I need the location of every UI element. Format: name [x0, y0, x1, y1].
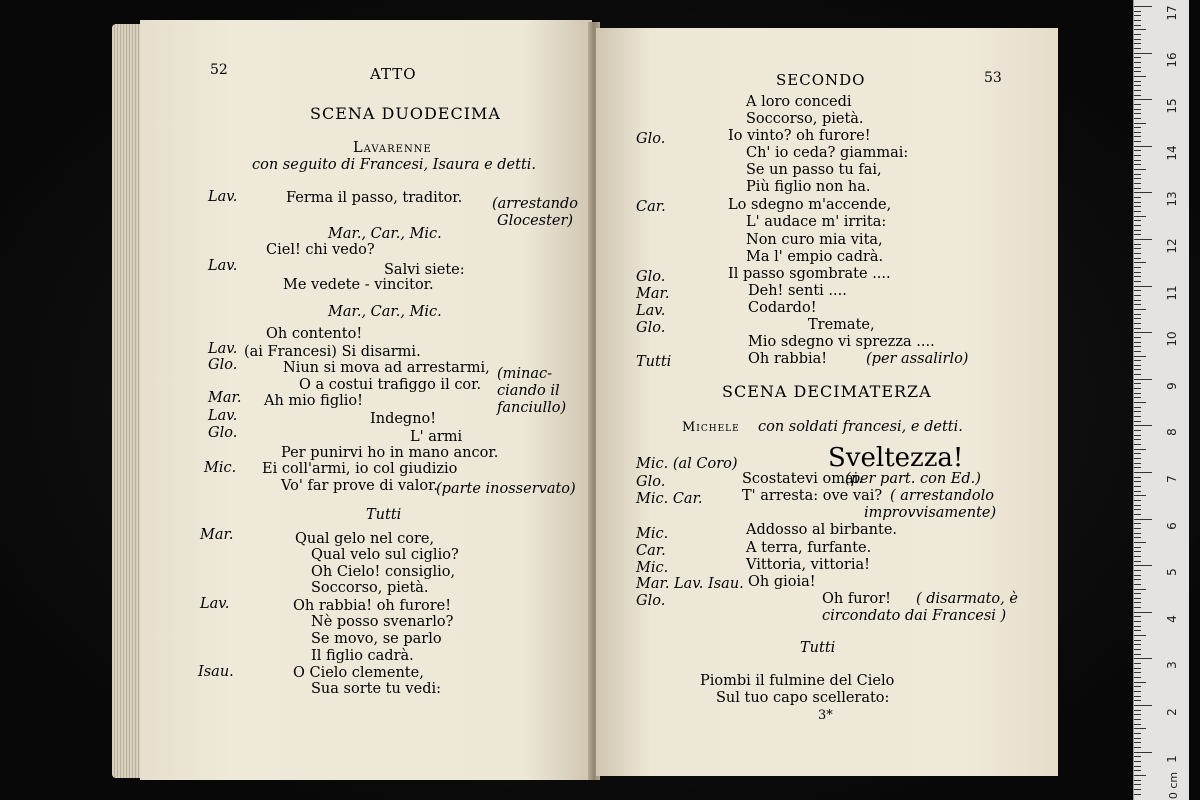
verse-line: Il figlio cadrà. [311, 648, 414, 664]
ruler-tick [1134, 43, 1141, 44]
ruler-tick [1134, 67, 1141, 68]
verse-line: Piombi il fulmine del Cielo [700, 673, 895, 689]
ruler-tick [1134, 584, 1141, 585]
ruler-tick [1134, 197, 1141, 198]
ruler-tick [1134, 700, 1141, 701]
verse-line: Nè posso svenarlo? [311, 614, 454, 630]
ruler-tick [1134, 272, 1141, 273]
ruler-tick [1134, 523, 1141, 524]
ruler-tick [1134, 677, 1141, 678]
stage-direction: (per assalirlo) [866, 351, 969, 367]
ruler-tick [1134, 724, 1141, 725]
ruler-tick [1134, 672, 1141, 673]
verse-line: Scostatevi omai. [742, 471, 863, 487]
ruler-tick [1134, 57, 1141, 58]
ruler-number: 8 [1165, 428, 1179, 437]
verse-line: Non curo mia vita, [746, 232, 883, 248]
ruler-tick [1134, 710, 1141, 711]
verse-line: A loro concedi [746, 94, 852, 110]
ruler-tick [1134, 99, 1152, 100]
verse-line: Oh furor! [822, 591, 891, 607]
ruler-tick [1134, 551, 1141, 552]
speaker: Mic. (al Coro) [636, 456, 738, 472]
verse-line: Qual velo sul ciglio? [311, 547, 459, 563]
ruler-tick [1134, 332, 1152, 333]
ruler-tick [1134, 728, 1146, 729]
ruler-tick [1134, 169, 1146, 170]
ruler-tick [1134, 374, 1141, 375]
stage-direction: (per part. con Ed.) [845, 471, 981, 487]
ruler-tick [1134, 342, 1141, 343]
ruler-number: 4 [1165, 614, 1179, 623]
ruler-tick [1134, 607, 1141, 608]
ruler-tick [1134, 244, 1141, 245]
ruler-tick [1134, 295, 1141, 296]
ruler-tick [1134, 369, 1141, 370]
ruler-tick [1134, 402, 1146, 403]
ruler-tick [1134, 635, 1146, 636]
page-number: 52 [210, 62, 228, 78]
ruler-unit-label: 0 cm [1167, 771, 1181, 800]
speaker: Glo. [636, 131, 666, 147]
ruler-tick [1134, 29, 1146, 30]
speaker: Mic. [636, 560, 669, 576]
ruler-tick [1134, 346, 1141, 347]
speaker: Mic. [636, 526, 669, 542]
ruler-tick [1134, 351, 1141, 352]
speaker: Mar. Lav. Isau. [636, 576, 744, 592]
ruler-tick [1134, 658, 1152, 659]
verse-line: Oh gioia! [748, 574, 816, 590]
ruler-tick [1134, 276, 1141, 277]
ruler-tick [1134, 775, 1146, 776]
speaker: Mar. [200, 527, 234, 543]
ruler-tick [1134, 39, 1141, 40]
ruler-tick [1134, 649, 1141, 650]
ruler-tick [1134, 290, 1141, 291]
ruler-tick [1134, 705, 1152, 706]
ruler-tick [1134, 481, 1141, 482]
ruler-tick [1134, 206, 1141, 207]
ruler-tick [1134, 598, 1141, 599]
ruler-tick [1134, 770, 1141, 771]
speaker: Lav. [208, 408, 238, 424]
verse-line: Sveltezza! [828, 443, 964, 473]
speaker: Glo. [636, 474, 666, 490]
ruler-tick [1134, 425, 1152, 426]
ruler-number: 15 [1165, 98, 1179, 114]
stage-direction: ciando il [497, 383, 560, 399]
verse-line: Sua sorte tu vedi: [311, 681, 441, 697]
ruler-tick [1134, 491, 1141, 492]
ruler-tick [1134, 719, 1141, 720]
ruler-number: 10 [1165, 331, 1179, 347]
ruler-tick [1134, 514, 1141, 515]
verse-line: Se movo, se parlo [311, 631, 442, 647]
ruler-tick [1134, 691, 1141, 692]
ruler-tick [1134, 239, 1152, 240]
verse-line: Qual gelo nel core, [295, 531, 435, 547]
ruler-tick [1134, 602, 1141, 603]
speaker: Glo. [208, 357, 238, 373]
verse-line: Oh contento! [266, 326, 363, 342]
ruler-tick [1134, 62, 1141, 63]
speaker: Mar. [636, 286, 670, 302]
scene-title: SCENA DECIMATERZA [722, 382, 932, 401]
ruler-tick [1134, 216, 1146, 217]
ruler-tick [1134, 109, 1141, 110]
ruler-number: 6 [1165, 521, 1179, 530]
ruler-tick [1134, 178, 1141, 179]
verse-line: Sul tuo capo scellerato: [716, 690, 890, 706]
ruler-tick [1134, 621, 1141, 622]
verse-line: Ei coll'armi, io col giudizio [262, 461, 458, 477]
ruler-tick [1134, 495, 1146, 496]
ruler-number: 3 [1165, 661, 1179, 670]
verse-line: Ferma il passo, traditor. [286, 190, 463, 206]
ruler-tick [1134, 356, 1146, 357]
ruler-tick [1134, 411, 1141, 412]
ruler-tick [1134, 234, 1141, 235]
ruler-tick [1134, 668, 1141, 669]
verse-line: O a costui trafiggo il cor. [299, 377, 482, 393]
speaker: Mic. [204, 460, 237, 476]
ruler-tick [1134, 127, 1141, 128]
speaker: Car. [636, 543, 666, 559]
page-number: 53 [984, 70, 1002, 86]
ruler-tick [1134, 113, 1141, 114]
ruler-number: 7 [1165, 475, 1179, 483]
verse-line: Se un passo tu fai, [746, 162, 882, 178]
ruler-tick [1134, 575, 1141, 576]
speaker: Car. [636, 199, 666, 215]
ruler-tick [1134, 164, 1141, 165]
ruler-tick [1134, 542, 1146, 543]
measuring-ruler [1133, 0, 1189, 800]
ruler-tick [1134, 537, 1141, 538]
ruler-tick [1134, 472, 1152, 473]
verse-line: Più figlio non ha. [746, 179, 871, 195]
stage-direction: (parte inosservato) [436, 481, 576, 497]
ruler-tick [1134, 407, 1141, 408]
stage-direction: ( disarmato, è [916, 591, 1018, 607]
stage-direction: improvvisamente) [864, 505, 997, 521]
ruler-tick [1134, 794, 1141, 795]
ruler-tick [1134, 663, 1141, 664]
ruler-tick [1134, 630, 1141, 631]
ruler-tick [1134, 225, 1141, 226]
ruler-tick [1134, 761, 1141, 762]
ruler-tick [1134, 453, 1141, 454]
verse-line: Deh! senti .... [748, 283, 847, 299]
ruler-tick [1134, 211, 1141, 212]
ruler-tick [1134, 784, 1141, 785]
ruler-tick [1134, 430, 1141, 431]
running-head: ATTO [370, 65, 417, 83]
speaker: Lav. [200, 596, 230, 612]
ruler-tick [1134, 76, 1146, 77]
ruler-tick [1134, 95, 1141, 96]
ruler-tick [1134, 561, 1141, 562]
ruler-tick [1134, 644, 1141, 645]
ruler-tick [1134, 733, 1141, 734]
ruler-tick [1134, 34, 1141, 35]
ruler-tick [1134, 509, 1141, 510]
ruler-tick [1134, 435, 1141, 436]
ruler-tick [1134, 328, 1141, 329]
ruler-tick [1134, 85, 1141, 86]
ruler-tick [1134, 53, 1152, 54]
cue: Tutti [800, 640, 836, 656]
ruler-tick [1134, 686, 1141, 687]
ruler-tick [1134, 337, 1141, 338]
verse-line: O Cielo clemente, [293, 665, 424, 681]
speaker: Glo. [636, 269, 666, 285]
ruler-tick [1134, 463, 1141, 464]
ruler-tick [1134, 132, 1141, 133]
ruler-tick [1134, 589, 1146, 590]
ruler-tick [1134, 15, 1141, 16]
verse-line: Salvi siete: [384, 262, 465, 278]
ruler-tick [1134, 616, 1141, 617]
ruler-tick [1134, 150, 1141, 151]
ruler-tick [1134, 421, 1141, 422]
verse-line: T' arresta: ove vai? [742, 488, 883, 504]
ruler-tick [1134, 90, 1141, 91]
ruler-tick [1134, 500, 1141, 501]
ruler-tick [1134, 81, 1141, 82]
ruler-tick [1134, 160, 1141, 161]
verse-line: Addosso al birbante. [746, 522, 898, 538]
verse-line: (ai Francesi) Si disarmi. [244, 344, 421, 360]
ruler-tick [1134, 682, 1146, 683]
verse-line: Soccorso, pietà. [311, 580, 429, 596]
ruler-tick [1134, 780, 1141, 781]
character-heading: Lavarenne [353, 140, 432, 156]
signature-mark: 3* [818, 708, 833, 723]
ruler-tick [1134, 565, 1152, 566]
ruler-tick [1134, 309, 1146, 310]
ruler-tick [1134, 556, 1141, 557]
cue: Mar., Car., Mic. [328, 226, 442, 242]
verse-line: Codardo! [748, 300, 817, 316]
ruler-tick [1134, 183, 1141, 184]
ruler-tick [1134, 626, 1141, 627]
speaker: Mic. Car. [636, 491, 703, 507]
ruler-tick [1134, 220, 1141, 221]
ruler-tick [1134, 248, 1141, 249]
ruler-tick [1134, 752, 1152, 753]
ruler-number: 9 [1165, 381, 1179, 390]
ruler-number: 16 [1165, 51, 1179, 68]
ruler-tick [1134, 579, 1141, 580]
ruler-number: 13 [1165, 191, 1179, 208]
verse-line: Vittoria, vittoria! [746, 557, 870, 573]
speaker: Lav. [208, 189, 238, 205]
speaker: Mar. [208, 390, 242, 406]
verse-line: Soccorso, pietà. [746, 111, 864, 127]
speaker: Lav. [208, 341, 238, 357]
stage-direction: Glocester) [497, 213, 574, 229]
ruler-tick [1134, 533, 1141, 534]
speaker: Glo. [636, 320, 666, 336]
verse-line: L' audace m' irrita: [746, 214, 887, 230]
cue: Mar., Car., Mic. [328, 304, 442, 320]
ruler-tick [1134, 612, 1152, 613]
ruler-tick [1134, 439, 1141, 440]
ruler-tick [1134, 365, 1141, 366]
ruler-tick [1134, 123, 1146, 124]
ruler-tick [1134, 528, 1141, 529]
verse-line: Indegno! [370, 411, 437, 427]
verse-line: Oh rabbia! oh furore! [293, 598, 452, 614]
ruler-tick [1134, 192, 1152, 193]
verse-line: Per punirvi ho in mano ancor. [281, 445, 499, 461]
ruler-tick [1134, 640, 1141, 641]
ruler-tick [1134, 230, 1141, 231]
stage-direction: (arrestando [492, 196, 579, 212]
verse-line: Me vedete - vincitor. [283, 277, 434, 293]
verse-line: Oh Cielo! consiglio, [311, 564, 456, 580]
ruler-tick [1134, 188, 1141, 189]
ruler-tick [1134, 141, 1141, 142]
ruler-tick [1134, 444, 1141, 445]
ruler-tick [1134, 48, 1141, 49]
verse-line: Il passo sgombrate .... [728, 266, 891, 282]
ruler-tick [1134, 318, 1141, 319]
ruler-number: 14 [1165, 145, 1179, 161]
ruler-tick [1134, 742, 1141, 743]
ruler-tick [1134, 458, 1141, 459]
verse-line: L' armi [410, 429, 463, 445]
ruler-tick [1134, 747, 1141, 748]
verse-line: Niun si mova ad arrestarmi, [283, 360, 490, 376]
ruler-tick [1134, 416, 1141, 417]
verse-line: Ch' io ceda? giammai: [746, 145, 909, 161]
ruler-tick [1134, 379, 1152, 380]
verse-line: Mio sdegno vi sprezza .... [748, 334, 935, 350]
stage-direction: fanciullo) [497, 400, 567, 416]
ruler-tick [1134, 155, 1141, 156]
ruler-tick [1134, 547, 1141, 548]
stage-direction: ( arrestandolo [890, 488, 994, 504]
ruler-tick [1134, 383, 1141, 384]
ruler-number: 12 [1165, 238, 1179, 254]
ruler-tick [1134, 486, 1141, 487]
verse-line: A terra, furfante. [746, 540, 872, 556]
ruler-tick [1134, 654, 1141, 655]
scene-title: SCENA DUODECIMA [310, 104, 501, 123]
ruler-tick [1134, 262, 1146, 263]
character-heading: Michele [682, 420, 740, 435]
ruler-tick [1134, 202, 1141, 203]
ruler-tick [1134, 593, 1141, 594]
ruler-tick [1134, 519, 1152, 520]
ruler-tick [1134, 146, 1152, 147]
ruler-tick [1134, 267, 1141, 268]
ruler-tick [1134, 738, 1141, 739]
ruler-number: 17 [1165, 5, 1179, 21]
ruler-tick [1134, 20, 1141, 21]
ruler-tick [1134, 323, 1141, 324]
ruler-tick [1134, 360, 1141, 361]
ruler-tick [1134, 467, 1141, 468]
ruler-tick [1134, 789, 1141, 790]
verse-line: Vo' far prove di valor. [281, 478, 439, 494]
ruler-tick [1134, 253, 1141, 254]
ruler-tick [1134, 6, 1152, 7]
stage-intro: con seguito di Francesi, Isaura e detti. [252, 157, 537, 173]
ruler-tick [1134, 174, 1141, 175]
ruler-tick [1134, 300, 1141, 301]
verse-line: Ma l' empio cadrà. [746, 249, 884, 265]
ruler-number: 2 [1165, 708, 1179, 716]
verse-line: Ciel! chi vedo? [266, 242, 375, 258]
stage-direction: (minac- [497, 366, 553, 382]
ruler-tick [1134, 304, 1141, 305]
ruler-tick [1134, 104, 1141, 105]
ruler-tick [1134, 397, 1141, 398]
ruler-tick [1134, 136, 1141, 137]
ruler-number: 1 [1165, 754, 1179, 763]
ruler-tick [1134, 477, 1141, 478]
stage-direction: circondato dai Francesi ) [822, 608, 1007, 624]
ruler-tick [1134, 258, 1141, 259]
ruler-tick [1134, 286, 1152, 287]
ruler-tick [1134, 281, 1141, 282]
verse-line: Io vinto? oh furore! [728, 128, 871, 144]
ruler-number: 5 [1165, 568, 1179, 577]
verse-line: Lo sdegno m'accende, [728, 197, 892, 213]
stage-intro: con soldati francesi, e detti. [758, 419, 963, 435]
verse-line: Ah mio figlio! [264, 393, 363, 409]
ruler-tick [1134, 25, 1141, 26]
ruler-tick [1134, 570, 1141, 571]
running-head: SECONDO [776, 71, 866, 89]
ruler-tick [1134, 696, 1141, 697]
verse-line: Tremate, [808, 317, 875, 333]
speaker: Isau. [198, 664, 234, 680]
speaker: Tutti [636, 354, 672, 370]
ruler-tick [1134, 714, 1141, 715]
speaker: Glo. [636, 593, 666, 609]
speaker: Lav. [208, 258, 238, 274]
speaker: Lav. [636, 303, 666, 319]
ruler-tick [1134, 314, 1141, 315]
ruler-tick [1134, 393, 1141, 394]
ruler-tick [1134, 11, 1141, 12]
ruler-tick [1134, 449, 1146, 450]
ruler-tick [1134, 766, 1141, 767]
ruler-tick [1134, 71, 1141, 72]
ruler-tick [1134, 756, 1141, 757]
cue: Tutti [366, 507, 402, 523]
ruler-tick [1134, 505, 1141, 506]
ruler-number: 11 [1165, 284, 1179, 301]
ruler-tick [1134, 118, 1141, 119]
ruler-tick [1134, 388, 1141, 389]
verse-line: Oh rabbia! [748, 351, 828, 367]
speaker: Glo. [208, 425, 238, 441]
